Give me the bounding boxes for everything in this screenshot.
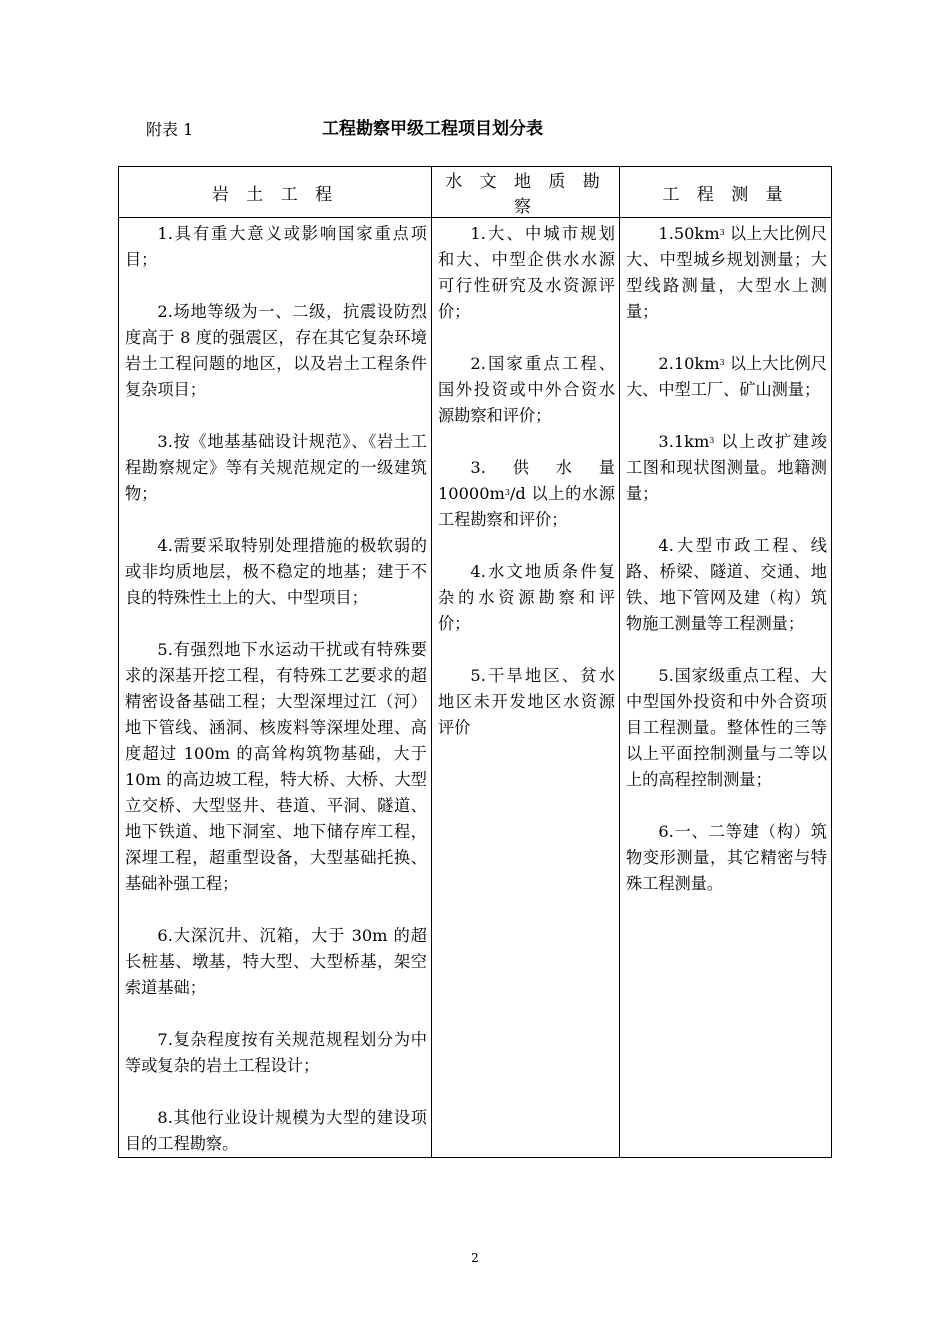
project-classification-table xyxy=(118,166,832,1158)
list-item: 5.干旱地区、贫水地区未开发地区水资源评价 xyxy=(438,666,615,737)
list-item: 1.大、中城市规划和大、中型企供水水源可行性研究及水资源评价； xyxy=(438,224,615,321)
list-item: 4.需要采取特别处理措施的极软弱的或非均质地层，极不稳定的地基；建于不良的特殊性土上的大、中型项目； xyxy=(125,536,427,607)
list-item: 3.按《地基基础设计规范》、《岩土工程勘察规定》等有关规范规定的一级建筑物； xyxy=(125,432,427,503)
list-item: 2.国家重点工程、国外投资或中外合资水源勘察和评价； xyxy=(438,354,615,425)
list-item: 8.其他行业设计规模为大型的建设项目的工程勘察。 xyxy=(125,1108,427,1153)
page-title: 工程勘察甲级工程项目划分表 xyxy=(322,119,543,139)
table-body-row xyxy=(119,218,832,1158)
list-item: 5.国家级重点工程、大中型国外投资和中外合资项目工程测量。整体性的三等以上平面控制测量与二等以上的高程控制测量； xyxy=(626,666,827,789)
table-header-row xyxy=(119,167,832,218)
list-item: 3.供水量 $10000m^3/d$ 以上的水源工程勘察和评价； xyxy=(438,458,615,529)
list-item: 6.一、二等建（构）筑物变形测量，其它精密与特殊工程测量。 xyxy=(626,822,827,893)
appendix-label: 附表 1 xyxy=(146,120,194,139)
list-item: 2.场地等级为一、二级，抗震设防烈度高于 8 度的强震区，存在其它复杂环境岩土工程问题的地区，以及岩土工程条件复杂项目； xyxy=(125,302,427,399)
list-item: 5.有强烈地下水运动干扰或有特殊要求的深基开挖工程，有特殊工艺要求的超精密设备基础工程；大型深埋过江（河）地下管线、涵洞、核废料等深埋处理、高度超过 100m 的高耸构筑物基础，大于 10m 的高边坡工程，特大桥、大桥、大型立交桥、大型竖井、巷道、平洞、隧道、地下铁道、地下洞室、地下储存库工程，深埋工程，超重型设备，大型基础托换、基础补强工程； xyxy=(125,640,427,893)
list-item: $2.10km^3$ 以上大比例尺大、中型工厂、矿山测量； xyxy=(626,354,827,399)
list-item: 6.大深沉井、沉箱，大于 30m 的超长桩基、墩基，特大型、大型桥基，架空索道基础； xyxy=(125,926,427,997)
list-item: $3.1km^3$ 以上改扩建竣工图和现状图测量。地籍测量； xyxy=(626,432,827,503)
page-number: 2 xyxy=(471,1251,479,1265)
header-surveying: 工 程 测 量 xyxy=(620,167,832,218)
hydrogeology-column xyxy=(432,218,620,1158)
list-item: 1.具有重大意义或影响国家重点项目； xyxy=(125,224,427,269)
geotechnical-column xyxy=(119,218,432,1158)
header-geotechnical: 岩 土 工 程 xyxy=(119,167,432,218)
list-item: $1.50km^3$ 以上大比例尺大、中型城乡规划测量；大型线路测量，大型水上测量； xyxy=(626,224,827,321)
list-item: 4.大型市政工程、线路、桥梁、隧道、交通、地铁、地下管网及建（构）筑物施工测量等工程测量； xyxy=(626,536,827,633)
list-item: 7.复杂程度按有关规范规程划分为中等或复杂的岩土工程设计； xyxy=(125,1030,427,1075)
surveying-column xyxy=(620,218,832,1158)
header-hydrogeology: 水 文 地 质 勘 察 xyxy=(432,167,620,218)
list-item: 4.水文地质条件复杂的水资源勘察和评价； xyxy=(438,562,615,633)
